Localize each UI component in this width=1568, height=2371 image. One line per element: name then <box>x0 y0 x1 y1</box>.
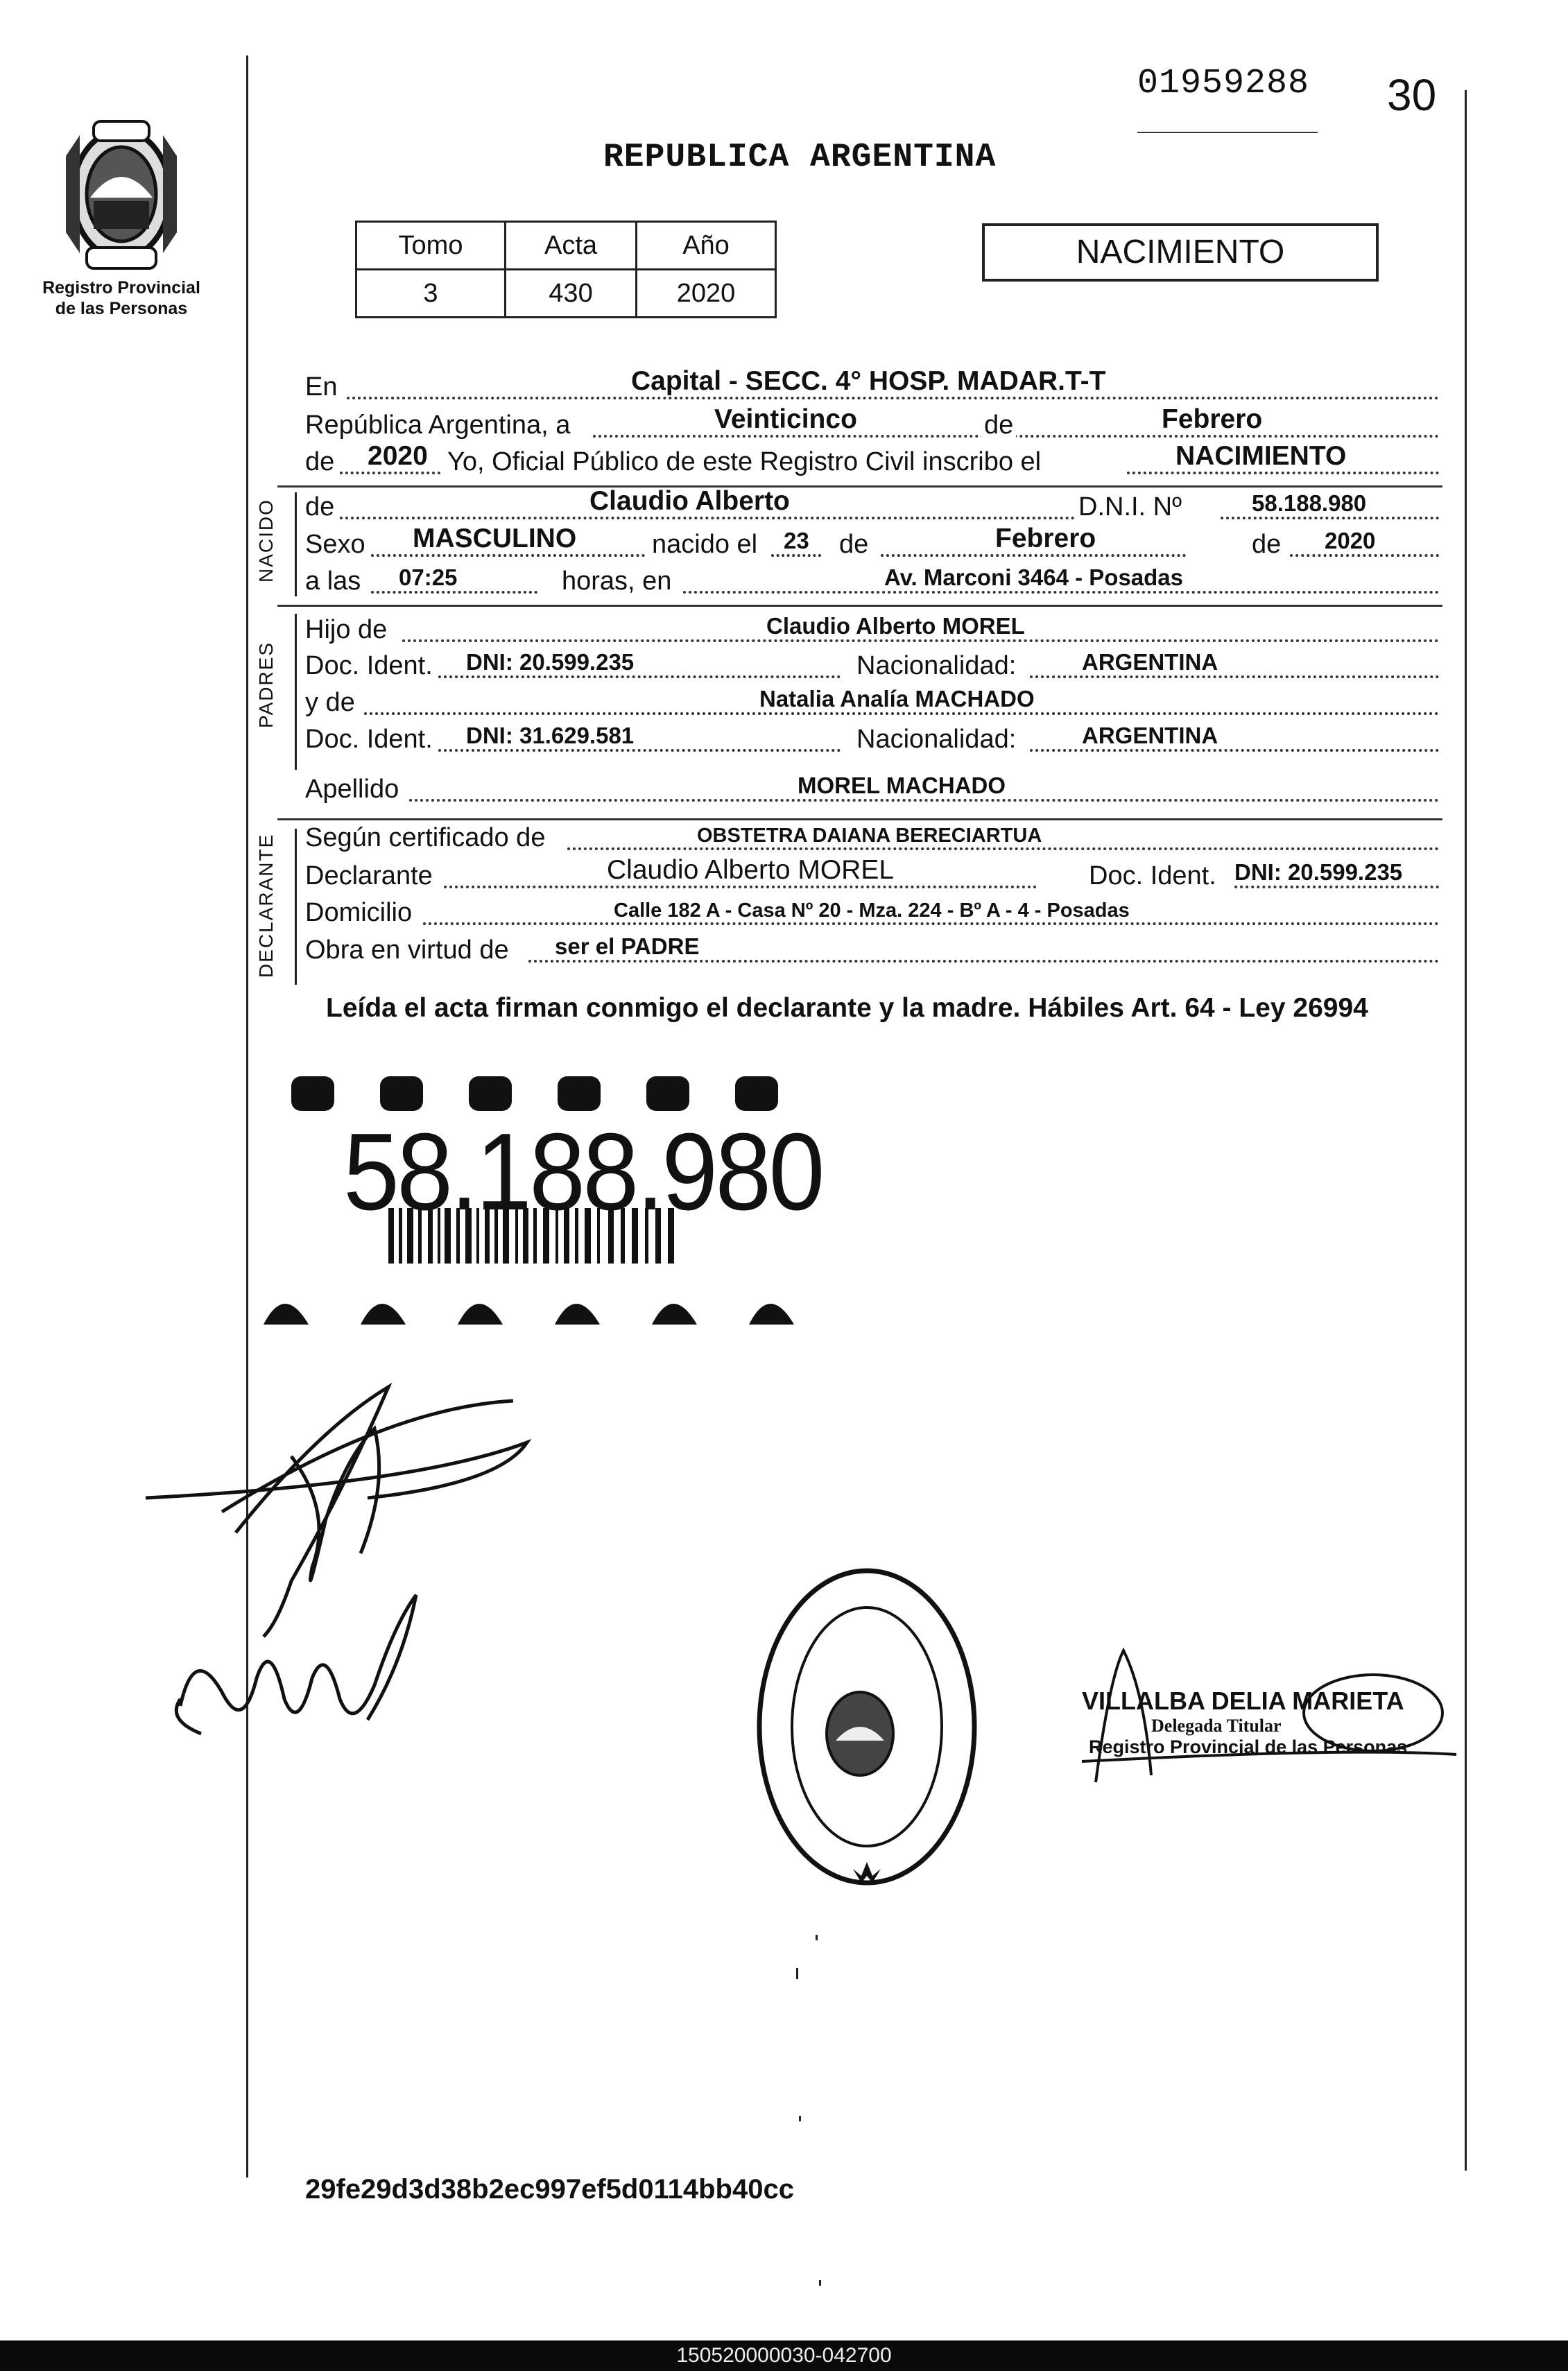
document-hash: 29fe29d3d38b2ec997ef5d0114bb40cc <box>305 2174 794 2205</box>
father-doc: DNI: 20.599.235 <box>466 649 635 675</box>
row-declarante <box>305 856 1439 895</box>
horas-label: horas, en <box>562 567 672 596</box>
nacido-bracket <box>295 492 297 596</box>
row-apellido <box>305 770 1439 809</box>
seal-caption-1: Registro Provincial <box>42 278 200 298</box>
mother-doc: DNI: 31.629.581 <box>466 723 635 748</box>
de-label: de <box>981 411 1016 440</box>
en-label: En <box>305 372 338 402</box>
record-type-box: NACIMIENTO <box>982 223 1379 282</box>
segun-label: Según certificado de <box>305 823 546 852</box>
year-de-label: de <box>305 447 335 476</box>
declarante-label: Declarante <box>305 861 433 890</box>
dni-value: 58.188.980 <box>1252 490 1367 516</box>
en-value: Capital - SECC. 4° HOSP. MADAR.T-T <box>631 366 1106 396</box>
time-value: 07:25 <box>399 564 458 590</box>
mother-value: Natalia Analía MACHADO <box>759 686 1035 712</box>
declarante-side-label: DECLARANTE <box>255 833 277 978</box>
row-padre <box>305 610 1439 649</box>
a-las-label: a las <box>305 567 361 596</box>
row-padre-doc <box>305 646 1439 685</box>
oficial-text: Yo, Oficial Público de este Registro Civil inscribo el <box>447 447 1042 476</box>
name-value: Claudio Alberto <box>589 486 790 516</box>
seal-caption-2: de las Personas <box>55 299 188 318</box>
scan-speck-2 <box>796 1968 798 1979</box>
republica-label: República Argentina, a <box>305 411 571 440</box>
place-value: Av. Marconi 3464 - Posadas <box>884 564 1184 590</box>
dni-code-number: 58.188.980 <box>343 1111 822 1233</box>
val-tomo: 3 <box>356 270 506 318</box>
officer-name: VILLALBA DELIA MARIETA <box>1082 1687 1404 1715</box>
year-value: 2020 <box>368 441 428 471</box>
domicilio-value: Calle 182 A - Casa Nº 20 - Mza. 224 - Bº A - 4 - Posadas <box>614 899 1130 922</box>
father-doc-label: Doc. Ident. <box>305 651 433 680</box>
father-nat: ARGENTINA <box>1082 649 1218 675</box>
hijo-label: Hijo de <box>305 615 388 644</box>
officer-signature <box>1068 1623 1470 1817</box>
birth-month: Febrero <box>995 524 1096 553</box>
declarante-bracket <box>295 829 297 985</box>
sexo-value: MASCULINO <box>413 524 577 553</box>
sexo-label: Sexo <box>305 530 365 559</box>
apellido-label: Apellido <box>305 775 399 804</box>
security-pattern-top <box>291 1076 778 1111</box>
row-obra <box>305 931 1439 969</box>
declarante-doc-label: Doc. Ident. <box>1089 861 1216 890</box>
scan-speck-4 <box>819 2280 821 2286</box>
reading-note: Leída el acta firman conmigo el declarante y la madre. Hábiles Art. 64 - Ley 26994 <box>326 993 1368 1023</box>
inscribe-value: NACIMIENTO <box>1175 441 1347 471</box>
left-margin-line <box>246 55 248 2178</box>
row-sexo <box>305 525 1439 564</box>
padres-side-label: PADRES <box>255 641 277 728</box>
val-acta: 430 <box>506 270 637 318</box>
row-madre <box>305 683 1439 722</box>
nacido-el-label: nacido el <box>652 530 758 559</box>
mother-doc-label: Doc. Ident. <box>305 725 433 754</box>
row-inscribe <box>305 442 1439 481</box>
col-tomo: Tomo <box>356 222 506 270</box>
declarante-doc: DNI: 20.599.235 <box>1234 859 1403 885</box>
star-icon <box>853 1862 881 1883</box>
security-pattern-bottom <box>264 1304 794 1325</box>
val-anio: 2020 <box>637 270 776 318</box>
row-en <box>305 368 1439 406</box>
mother-nat: ARGENTINA <box>1082 723 1218 748</box>
col-acta: Acta <box>506 222 637 270</box>
provincial-seal <box>38 114 205 322</box>
mother-nat-label: Nacionalidad: <box>856 725 1017 754</box>
row-fecha <box>305 406 1439 445</box>
birth-day: 23 <box>784 528 809 553</box>
scan-speck-3 <box>799 2116 801 2121</box>
officer-title: Delegada Titular <box>1151 1716 1282 1736</box>
month-value: Febrero <box>1162 404 1263 434</box>
row-domicilio <box>305 893 1439 932</box>
obra-label: Obra en virtud de <box>305 936 509 965</box>
serial-underline <box>1137 132 1318 133</box>
apellido-value: MOREL MACHADO <box>798 773 1006 798</box>
footer-code-bar: 150520000030-042700 <box>0 2340 1568 2371</box>
scan-speck-1 <box>816 1935 818 1940</box>
birth-de1: de <box>839 530 869 559</box>
col-anio: Año <box>637 222 776 270</box>
row-madre-doc <box>305 720 1439 759</box>
obra-value: ser el PADRE <box>555 933 700 959</box>
padres-bracket <box>295 614 297 770</box>
official-stamp <box>749 1564 985 1897</box>
segun-value: OBSTETRA DAIANA BERECIARTUA <box>697 825 1042 847</box>
birth-de2: de <box>1252 530 1282 559</box>
father-value: Claudio Alberto MOREL <box>766 613 1025 639</box>
declarante-value: Claudio Alberto MOREL <box>607 855 895 885</box>
registry-table <box>355 221 777 318</box>
day-value: Veinticinco <box>714 404 857 434</box>
serial-number: 01959288 <box>1137 64 1310 103</box>
y-de-label: y de <box>305 688 355 717</box>
page-number: 30 <box>1387 70 1437 120</box>
dni-label: D.N.I. Nº <box>1078 492 1182 521</box>
divider-padres-top <box>277 605 1442 607</box>
right-margin-line <box>1465 90 1467 2171</box>
country-title: REPUBLICA ARGENTINA <box>603 139 997 176</box>
declarant-signature <box>139 1345 555 1831</box>
domicilio-label: Domicilio <box>305 898 413 927</box>
row-name <box>305 488 1439 526</box>
row-hora <box>305 562 1439 601</box>
birth-year: 2020 <box>1325 528 1376 553</box>
nacido-side-label: NACIDO <box>255 499 277 583</box>
father-nat-label: Nacionalidad: <box>856 651 1017 680</box>
officer-office: Registro Provincial de las Personas <box>1089 1736 1408 1757</box>
row-certificado <box>305 818 1439 857</box>
misiones-seal-icon <box>52 114 191 274</box>
name-de-label: de <box>305 492 335 521</box>
